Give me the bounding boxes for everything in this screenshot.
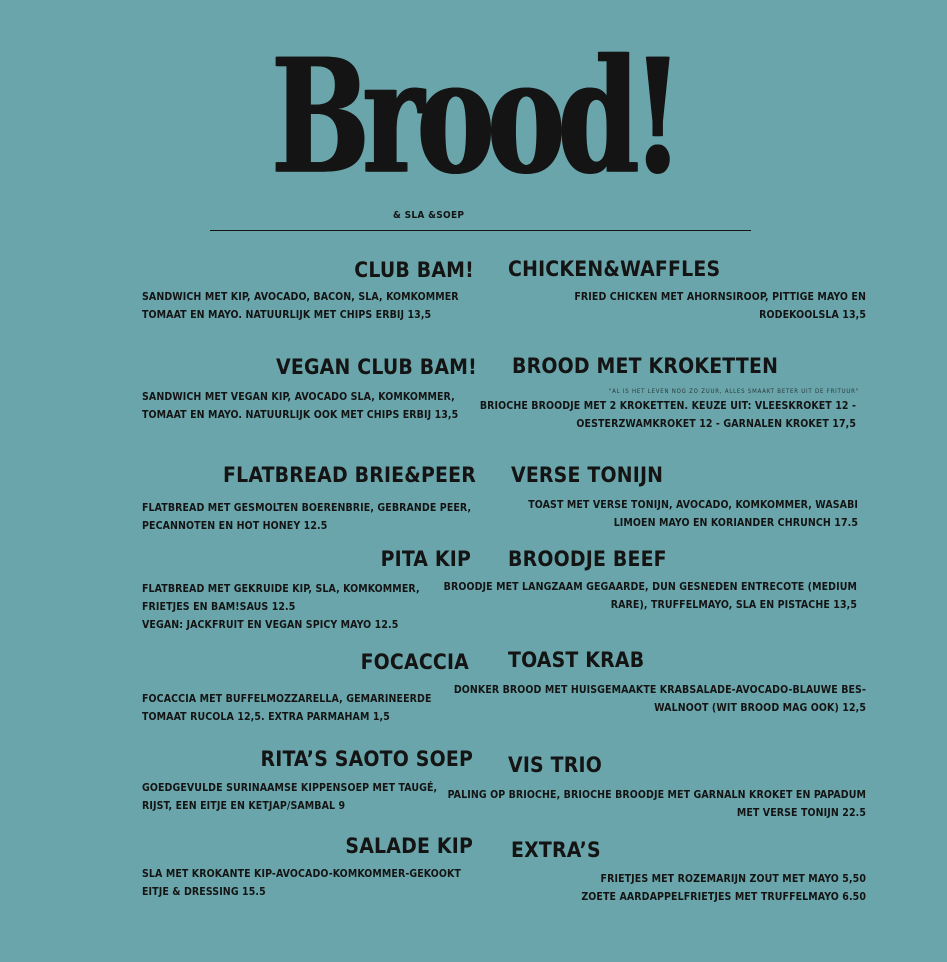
item-title-salade-kip: SALADE KIP xyxy=(345,834,473,858)
item-title-flatbread: FLATBREAD BRIE&PEER xyxy=(223,463,476,487)
item-desc-saoto-soep: GOEDGEVULDE SURINAAMSE KIPPENSOEP MET TAUGÉ, RIJST, EEN EITJE EN KETJAP/SAMBAL 9 xyxy=(142,782,438,812)
item-desc-extras: FRIETJES MET ROZEMARIJN ZOUT MET MAYO 5,50 ZOETE AARDAPPELFRIETJES MET TRUFFELMAYO 6.50 xyxy=(581,873,866,903)
item-title-brood-kroketten: BROOD MET KROKETTEN xyxy=(512,354,779,378)
item-title-pita-kip: PITA KIP xyxy=(380,547,471,571)
item-title-focaccia: FOCACCIA xyxy=(360,650,469,674)
menu-subtitle: & SLA &SOEP xyxy=(393,210,465,221)
item-desc-chicken-waffles: FRIED CHICKEN MET AHORNSIROOP, PITTIGE MAYO EN RODEKOOLSLA 13,5 xyxy=(574,291,866,321)
item-desc-brood-kroketten: BRIOCHE BROODJE MET 2 KROKETTEN. KEUZE UIT: VLEESKROKET 12 - OESTERZWAMKROKET 12 - GARNALEN KROKET 17,5 xyxy=(479,400,856,430)
item-desc-broodje-beef: BROODJE MET LANGZAAM GEGAARDE, DUN GESNEDEN ENTRECOTE (MEDIUM RARE), TRUFFELMAYO, SLA EN PISTACHE 13,5 xyxy=(443,581,857,611)
item-title-vegan-club-bam: VEGAN CLUB BAM! xyxy=(276,355,477,379)
header-divider xyxy=(210,230,751,231)
item-desc-vegan-club-bam: SANDWICH MET VEGAN KIP, AVOCADO SLA, KOMKOMMER, TOMAAT EN MAYO. NATUURLIJK OOK MET CHIPS ERBIJ 13,5 xyxy=(142,391,459,421)
kroketten-quote: "AL IS HET LEVEN NOG ZO ZUUR, ALLES SMAAKT BETER UIT DE FRITUUR" xyxy=(608,388,859,395)
item-desc-verse-tonijn: TOAST MET VERSE TONIJN, AVOCADO, KOMKOMMER, WASABI LIMOEN MAYO EN KORIANDER CHRUNCH 17.5 xyxy=(528,499,858,529)
item-title-broodje-beef: BROODJE BEEF xyxy=(508,547,667,571)
item-desc-focaccia: FOCACCIA MET BUFFELMOZZARELLA, GEMARINEERDE TOMAAT RUCOLA 12,5. EXTRA PARMAHAM 1,5 xyxy=(142,693,432,723)
item-desc-flatbread: FLATBREAD MET GESMOLTEN BOERENBRIE, GEBRANDE PEER, PECANNOTEN EN HOT HONEY 12.5 xyxy=(142,502,472,532)
item-title-club-bam: CLUB BAM! xyxy=(354,258,474,282)
item-desc-toast-krab: DONKER BROOD MET HUISGEMAAKTE KRABSALADE-AVOCADO-BLAUWE BES- WALNOOT (WIT BROOD MAG OOK) 12,5 xyxy=(453,684,866,714)
item-title-chicken-waffles: CHICKEN&WAFFLES xyxy=(508,257,721,281)
item-desc-salade-kip: SLA MET KROKANTE KIP-AVOCADO-KOMKOMMER-GEKOOKT EITJE & DRESSING 15.5 xyxy=(142,868,461,898)
item-title-vis-trio: VIS TRIO xyxy=(508,753,602,777)
item-desc-pita-kip: FLATBREAD MET GEKRUIDE KIP, SLA, KOMKOMMER, FRIETJES EN BAM!SAUS 12.5 VEGAN: JACKFRUIT EN VEGAN SPICY MAYO 12.5 xyxy=(142,583,420,631)
menu-title: Brood! xyxy=(271,24,676,210)
item-title-saoto-soep: RITA’S SAOTO SOEP xyxy=(260,747,473,771)
item-title-toast-krab: TOAST KRAB xyxy=(508,648,645,672)
item-desc-vis-trio: PALING OP BRIOCHE, BRIOCHE BROODJE MET GARNALN KROKET EN PAPADUM MET VERSE TONIJN 22.5 xyxy=(447,789,866,819)
item-title-extras: EXTRA’S xyxy=(511,838,601,862)
item-title-verse-tonijn: VERSE TONIJN xyxy=(511,463,664,487)
item-desc-club-bam: SANDWICH MET KIP, AVOCADO, BACON, SLA, KOMKOMMER TOMAAT EN MAYO. NATUURLIJK MET CHIPS ERBIJ 13,5 xyxy=(142,291,459,321)
